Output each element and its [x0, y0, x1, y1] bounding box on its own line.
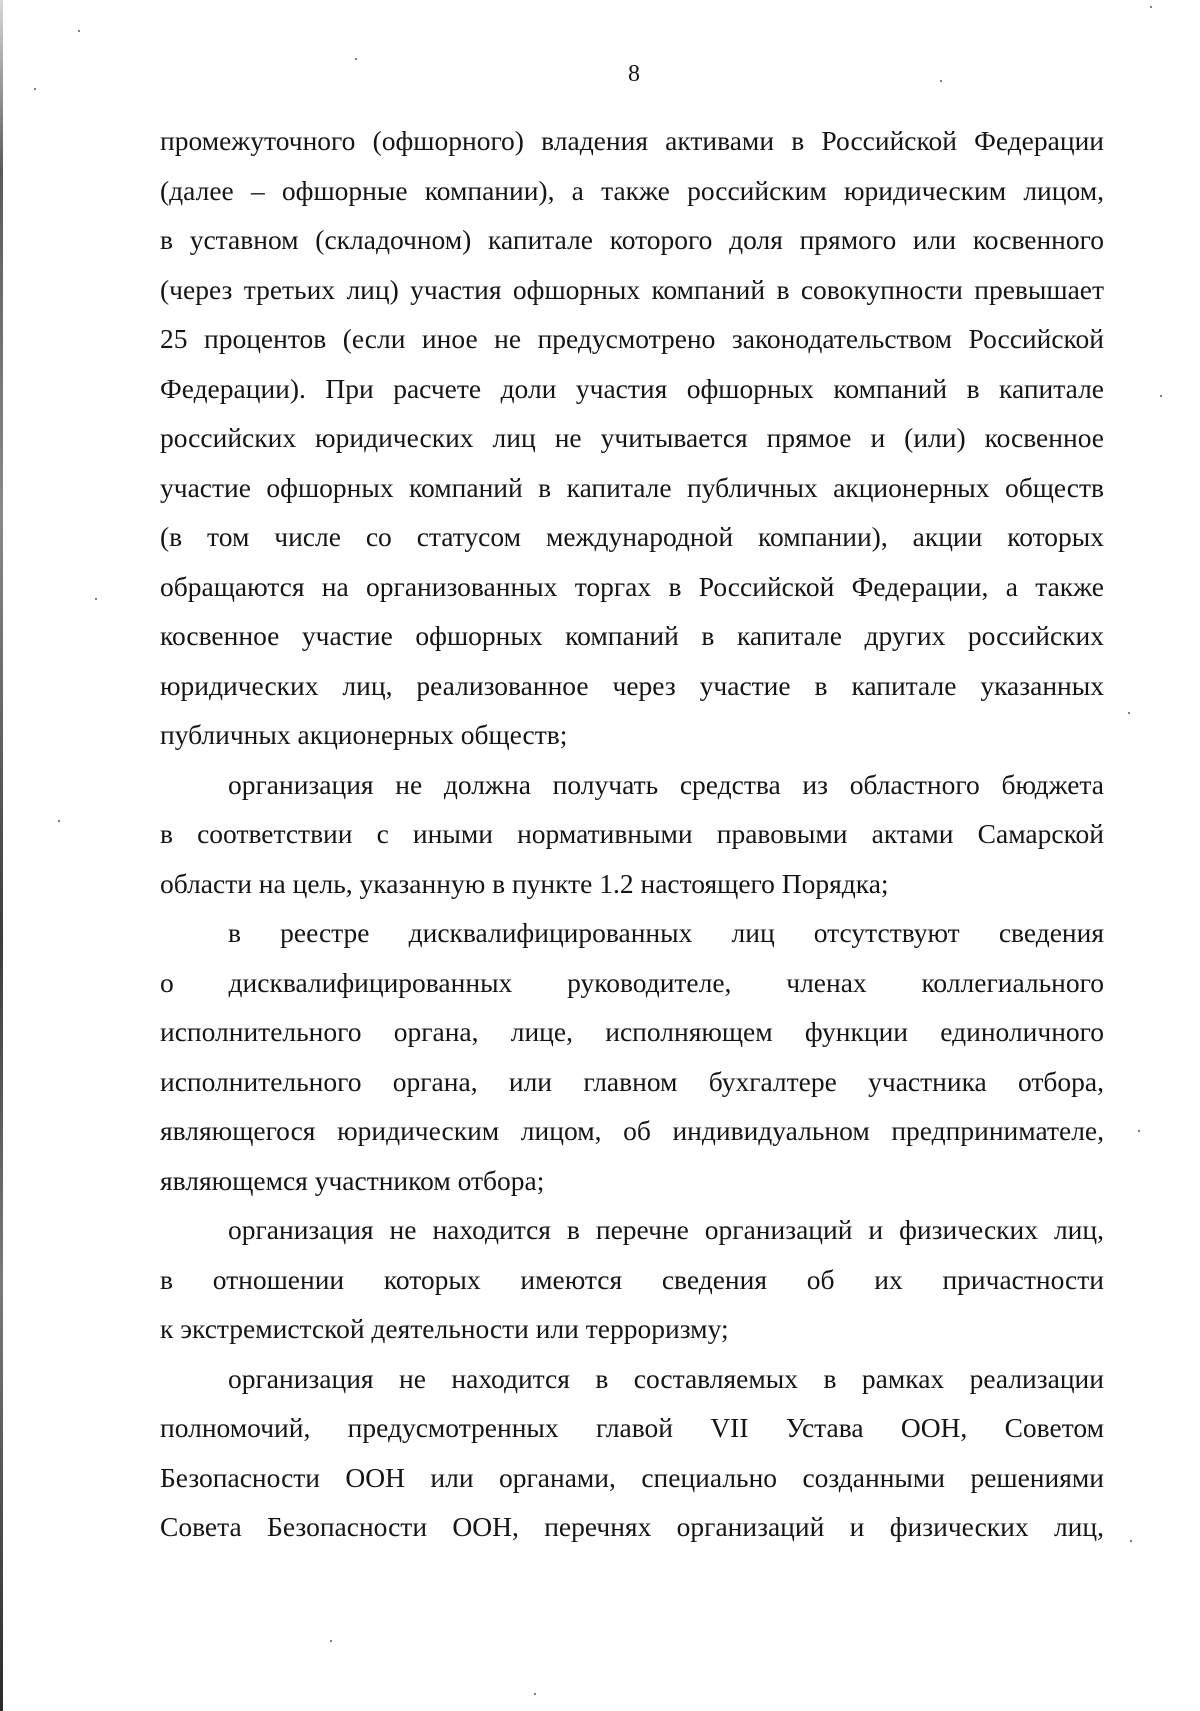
text-line: являющегося юридическим лицом, об индивидуальном предпринимателе,: [160, 1115, 1104, 1146]
text-line: исполнительного органа, или главном бухгалтере участника отбора,: [160, 1065, 1104, 1097]
scan-speckle: [534, 1693, 536, 1695]
text-line: (в том числе со статусом международной компании), акции которых: [160, 521, 1104, 552]
scan-speckle: [940, 80, 942, 82]
text-line: участие офшорных компаний в капитале публичных акционерных обществ: [160, 471, 1104, 503]
scan-speckle: [95, 598, 97, 600]
text-line: в отношении которых имеются сведения об их причастности: [160, 1263, 1104, 1295]
paragraph-un-security-council: [160, 1354, 1104, 1552]
scan-speckle: [1150, 6, 1152, 8]
text-line: в соответствии с иными нормативными правовыми актами Самарской: [160, 818, 1104, 849]
text-line: (через третьих лиц) участия офшорных компаний в совокупности превышает: [160, 273, 1104, 305]
scan-speckle: [355, 58, 357, 60]
text-line: (далее – офшорные компании), а также российским юридическим лицом,: [160, 174, 1104, 206]
paragraph-regional-budget: [160, 760, 1104, 909]
text-line: Совета Безопасности ООН, перечнях организаций и физических лиц,: [160, 1511, 1104, 1542]
text-line: Безопасности ООН или органами, специально созданными решениями: [160, 1461, 1104, 1493]
text-line: промежуточного (офшорного) владения активами в Российской Федерации: [160, 125, 1104, 156]
text-line: в уставном (складочном) капитале которого доля прямого или косвенного: [160, 224, 1104, 255]
scan-speckle: [78, 30, 80, 32]
text-line: являющемся участником отбора;: [160, 1164, 545, 1196]
text-line: обращаются на организованных торгах в Российской Федерации, а также: [160, 570, 1104, 602]
text-line: публичных акционерных обществ;: [160, 719, 568, 750]
scan-speckle: [1160, 395, 1162, 397]
scan-speckle: [330, 1640, 332, 1642]
text-line: к экстремистской деятельности или терроризму;: [160, 1313, 729, 1344]
text-line: 25 процентов (если иное не предусмотрено законодательством Российской: [160, 323, 1104, 354]
text-line: организация не находится в составляемых в рамках реализации: [228, 1362, 1104, 1394]
document-body: [160, 116, 1104, 1552]
scan-left-edge: [0, 0, 3, 1711]
text-line: Федерации). При расчете доли участия офшорных компаний в капитале: [160, 372, 1104, 404]
text-line: о дисквалифицированных руководителе, членах коллегиального: [160, 966, 1104, 998]
paragraph-extremism-list: [160, 1205, 1104, 1354]
paragraph-disqualified-persons: [160, 908, 1104, 1205]
text-line: в реестре дисквалифицированных лиц отсутствуют сведения: [228, 917, 1104, 948]
paragraph-offshore-companies: [160, 116, 1104, 760]
scan-speckle: [1138, 1130, 1140, 1132]
text-line: исполнительного органа, лице, исполняющем функции единоличного: [160, 1016, 1104, 1047]
scan-speckle: [34, 88, 36, 90]
page-number: 8: [628, 61, 640, 87]
text-line: российских юридических лиц не учитывается прямое и (или) косвенное: [160, 422, 1104, 453]
text-line: организация не должна получать средства из областного бюджета: [228, 768, 1104, 800]
scan-speckle: [58, 820, 60, 822]
text-line: юридических лиц, реализованное через участие в капитале указанных: [160, 669, 1104, 701]
text-line: организация не находится в перечне организаций и физических лиц,: [228, 1214, 1104, 1245]
scan-speckle: [1130, 1540, 1132, 1542]
text-line: косвенное участие офшорных компаний в капитале других российских: [160, 620, 1104, 651]
scan-speckle: [1128, 712, 1130, 714]
text-line: полномочий, предусмотренных главой VII Устава ООН, Советом: [160, 1412, 1104, 1443]
text-line: области на цель, указанную в пункте 1.2 настоящего Порядка;: [160, 867, 889, 899]
